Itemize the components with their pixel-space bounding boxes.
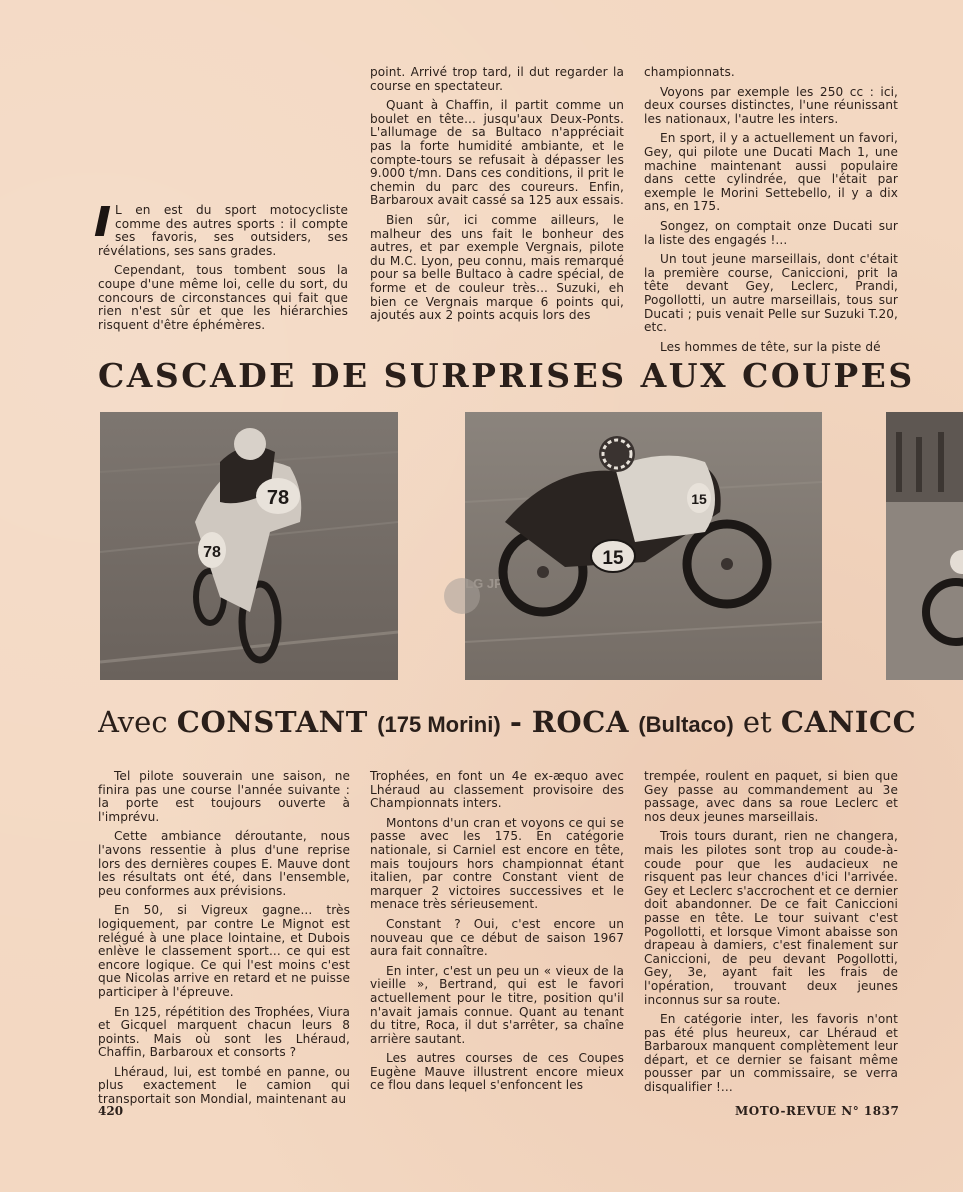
photo-rider-78: [100, 412, 398, 680]
subhead-bike-morini: (175 Morini): [377, 712, 501, 737]
watermark-logo: [440, 566, 500, 626]
bottom-column-2: [370, 770, 624, 1099]
bottom-column-1: [98, 770, 350, 1113]
bottom-column-3: [644, 770, 898, 1101]
paragraph: championnats.: [644, 65, 735, 79]
paragraph: point. Arrivé trop tard, il dut regarder la course en spectateur.: [370, 65, 624, 93]
subhead-dash: -: [509, 705, 523, 739]
paragraph: Trophées, en font un 4e ex-æquo avec Lhéraud au classement provisoire des Championnats inters.: [370, 769, 624, 811]
subhead: [98, 705, 963, 745]
subhead-bike-bultaco: (Bultaco): [638, 712, 734, 737]
paragraph: Lhéraud, lui, est tombé en panne, ou plus exactement le camion qui transportait son Mondial, maintenant au: [98, 1064, 350, 1107]
intro-paragraph-2: Cependant, tous tombent sous la coupe d'une même loi, celle du sort, du concours de circonstances qui fait que rien n'est sûr et que les hiérarchies risquent d'être éphémères.: [98, 263, 348, 332]
photo-rider-15: [465, 412, 822, 680]
paragraph: Cette ambiance déroutante, nous l'avons ressentie à plus d'une reprise lors des dernières coupes E. Mauve dont les résultats ont été, dans l'ensemble, peu conformes aux prévisions.: [98, 829, 350, 898]
paragraph: Trois tours durant, rien ne changera, mais les pilotes sont trop au coude-à-coude pour que les audacieux ne risquent pas leur chances d'ici l'arrivée. Gey et Leclerc s'accrochent et ce dernier doit abandonner. De ce fait Caniccioni passe en tête. Le tour suivant c'est Pogollotti, et lorsque Vimont abaisse son drapeau à damiers, c'est finalement sur Caniccioni, de peu devant Pogollotti, Gey, 3e, ayant fait les frais de l'opération, trouvant deux jeunes inconnus sur sa route.: [644, 829, 898, 1007]
paragraph: trempée, roulent en paquet, si bien que Gey passe au commandement au 3e passage, avec dans sa roue Leclerc et nos deux jeunes marseillais.: [644, 769, 898, 824]
photo-3-image: [886, 412, 963, 680]
paragraph: Un tout jeune marseillais, dont c'était la première course, Caniccioni, prit la tête devant Gey, Leclerc, Prandi, Pogollotti, un autre marseillais, tous sur Ducati ; puis venait Pelle sur Suzuki T.20, etc.: [644, 252, 898, 335]
subhead-et: et: [742, 705, 772, 739]
race-number-15-a: 15: [602, 548, 624, 569]
paragraph: En 50, si Vigreux gagne... très logiquement, par contre Le Mignot est relégué à une place lointaine, et Dubois enlève le classement sport... ce qui est encore logique. Ce qui l'est moins c'est que Nicolas arrive en retard et ne puisse participer à l'épreuve.: [98, 903, 350, 999]
dropcap: [95, 206, 110, 236]
paragraph: Voyons par exemple les 250 cc : ici, deux courses distinctes, l'une réunissant les nationaux, l'autre les inters.: [644, 84, 898, 126]
magazine-issue: MOTO-REVUE N° 1837: [735, 1104, 900, 1118]
paragraph: Montons d'un cran et voyons ce qui se passe avec les 175. En catégorie nationale, si Carniel est encore en tête, mais toujours hors championnat étant italien, par contre Constant vient de marquer 2 victoires successives et le menace très sérieusement.: [370, 815, 624, 912]
subhead-name-caniccioni: CANICC: [780, 705, 917, 739]
photo-15-image: [465, 412, 822, 680]
top-column-3: [644, 66, 898, 360]
paragraph: Tel pilote souverain une saison, ne finira pas une course l'année suivante : la porte est toujours ouverte à l'imprévu.: [98, 769, 350, 824]
photo-78-image: [100, 412, 398, 680]
subhead-name-constant: CONSTANT: [176, 705, 368, 739]
paragraph: Les hommes de tête, sur la piste dé: [660, 339, 881, 354]
intro-column: [98, 204, 348, 338]
paragraph: Les autres courses de ces Coupes Eugène Mauve illustrent encore mieux ce flou dans lequel s'enfoncent les: [370, 1051, 624, 1093]
paragraph: En 125, répétition des Trophées, Viura et Gicquel marquent chacun leurs 8 points. Mais où sont les Lhéraud, Chaffin, Barbaroux et consorts ?: [98, 1004, 350, 1060]
paragraph: En inter, c'est un peu un « vieux de la vieille », Bertrand, qui est le favori actuellement pour le titre, position qu'il n'avait jamais connue. Quant au tenant du titre, Roca, il dut s'arrêter, sa chaîne arrière sautant.: [370, 963, 624, 1046]
watermark-icon: [440, 566, 500, 626]
race-number-15-b: 15: [691, 491, 707, 507]
paragraph: Constant ? Oui, c'est encore un nouveau que ce début de saison 1967 aura fait connaître.: [370, 916, 624, 959]
page-number: 420: [98, 1104, 124, 1118]
paragraph: En sport, il y a actuellement un favori, Gey, qui pilote une Ducati Mach 1, une machine maintenant aussi populaire dans cette cylindrée, que l'était par exemple le Morini Settebello, il y a dix ans, en 175.: [644, 131, 898, 214]
race-number-78-b: 78: [203, 544, 221, 561]
race-number-78-a: 78: [266, 487, 290, 509]
paragraph: Songez, on comptait onze Ducati sur la liste des engagés !...: [644, 218, 898, 247]
paragraph: En catégorie inter, les favoris n'ont pas été plus heureux, car Lhéraud et Barbaroux manquent complètement leur départ, et ce dernier se faisant même pousser par un commissaire, se verra disqualifier !...: [644, 1012, 898, 1095]
paragraph: Quant à Chaffin, il partit comme un boulet en tête... jusqu'aux Deux-Ponts. L'allumage de sa Bultaco n'appréciait pas la forte humidité ambiante, et le compte-tours se refusait à dépasser les 9.000 t/mn. Dans ces conditions, il prit le chemin du parc des coureurs. Enfin, Barbaroux avait cassé sa 125 aux essais.: [370, 98, 624, 208]
photo-rider-cropped: [886, 412, 963, 680]
headline: CASCADE DE SURPRISES AUX COUPES: [98, 356, 915, 395]
watermark-text: LG JP: [465, 576, 500, 591]
intro-paragraph-1: L en est du sport motocycliste comme des autres sports : il compte ses favoris, ses outsiders, ses révélations, ses sans grades.: [98, 204, 348, 258]
subhead-name-roca: ROCA: [531, 705, 630, 739]
top-column-2: [370, 66, 624, 329]
paragraph: Bien sûr, ici comme ailleurs, le malheur des uns fait le bonheur des autres, et par exemple Vergnais, pilote du M.C. Lyon, peu connu, mais remarqué pour sa belle Bultaco à cadre spécial, de forme et de couleur très... Suzuki, eh bien ce Vergnais marque 6 points qui, ajoutés aux 2 points acquis lors des: [370, 212, 624, 323]
subhead-avec: Avec: [98, 705, 168, 739]
